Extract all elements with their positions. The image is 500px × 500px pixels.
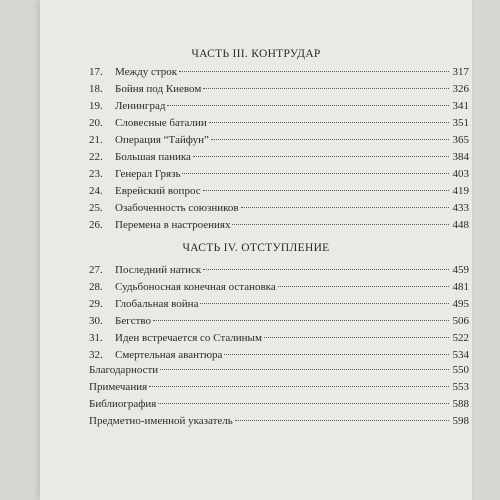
- dot-leader: [193, 156, 449, 157]
- entry-number: 26.: [89, 219, 103, 231]
- dot-leader: [179, 71, 449, 72]
- toc-entry: [89, 149, 469, 166]
- entry-number: 29.: [89, 298, 103, 310]
- entry-number: 17.: [89, 66, 103, 78]
- dot-leader: [153, 320, 449, 321]
- entry-page: 588: [452, 398, 469, 410]
- entry-title: Предметно-именной указатель: [89, 415, 233, 427]
- entry-page: 419: [452, 185, 469, 197]
- toc-entry: [89, 296, 469, 313]
- entry-title: Между строк: [115, 66, 178, 78]
- entry-title: Операция “Тайфун”: [115, 134, 209, 146]
- entry-number: 18.: [89, 83, 103, 95]
- book-page: [40, 0, 472, 500]
- toc-entry: [89, 262, 469, 279]
- entry-page: 534: [452, 349, 469, 361]
- dot-leader: [203, 269, 449, 270]
- toc-entry: [89, 98, 469, 115]
- entry-page: 365: [452, 134, 469, 146]
- dot-leader: [200, 303, 449, 304]
- backmatter-toc: [89, 362, 469, 430]
- dot-leader: [232, 224, 449, 225]
- part4-heading: ЧАСТЬ IV. ОТСТУПЛЕНИЕ: [182, 242, 330, 254]
- toc-entry: [89, 313, 469, 330]
- dot-leader: [224, 354, 449, 355]
- entry-page: 341: [452, 100, 469, 112]
- dot-leader: [203, 88, 449, 89]
- entry-page: 403: [452, 168, 469, 180]
- entry-title: Глобальная война: [115, 298, 199, 310]
- toc-entry: [89, 362, 469, 379]
- entry-title: Иден встречается со Сталиным: [115, 332, 262, 344]
- entry-title: Бегство: [115, 315, 152, 327]
- entry-page: 522: [452, 332, 469, 344]
- toc-entry: [89, 379, 469, 396]
- toc-entry: [89, 279, 469, 296]
- toc-entry: [89, 132, 469, 149]
- entry-title: Словесные баталии: [115, 117, 207, 129]
- entry-number: 31.: [89, 332, 103, 344]
- entry-page: 433: [452, 202, 469, 214]
- entry-page: 448: [452, 219, 469, 231]
- entry-title: Еврейский вопрос: [115, 185, 201, 197]
- entry-number: 24.: [89, 185, 103, 197]
- entry-title: Судьбоносная конечная остановка: [115, 281, 276, 293]
- part3-toc: [89, 64, 469, 234]
- toc-entry: [89, 396, 469, 413]
- entry-title: Бойня под Киевом: [115, 83, 202, 95]
- entry-title: Ленинград: [115, 100, 166, 112]
- entry-page: 506: [452, 315, 469, 327]
- toc-entry: [89, 166, 469, 183]
- dot-leader: [203, 190, 449, 191]
- entry-title: Озабоченность союзников: [115, 202, 239, 214]
- entry-number: 20.: [89, 117, 103, 129]
- entry-title: Смертельная авантюра: [115, 349, 223, 361]
- entry-title: Большая паника: [115, 151, 191, 163]
- entry-title: Перемена в настроениях: [115, 219, 231, 231]
- dot-leader: [235, 420, 449, 421]
- entry-number: 19.: [89, 100, 103, 112]
- entry-page: 598: [452, 415, 469, 427]
- entry-title: Библиография: [89, 398, 157, 410]
- entry-page: 384: [452, 151, 469, 163]
- entry-page: 550: [452, 364, 469, 376]
- entry-page: 495: [452, 298, 469, 310]
- entry-number: 28.: [89, 281, 103, 293]
- entry-page: 317: [452, 66, 469, 78]
- dot-leader: [264, 337, 449, 338]
- entry-number: 23.: [89, 168, 103, 180]
- toc-entry: [89, 64, 469, 81]
- dot-leader: [182, 173, 449, 174]
- dot-leader: [241, 207, 449, 208]
- toc-entry: [89, 81, 469, 98]
- entry-number: 32.: [89, 349, 103, 361]
- dot-leader: [211, 139, 449, 140]
- dot-leader: [278, 286, 449, 287]
- toc-entry: [89, 413, 469, 430]
- toc-entry: [89, 200, 469, 217]
- entry-page: 459: [452, 264, 469, 276]
- part4-toc: [89, 262, 469, 364]
- entry-number: 27.: [89, 264, 103, 276]
- toc-entry: [89, 115, 469, 132]
- entry-title: Благодарности: [89, 364, 159, 376]
- entry-title: Последний натиск: [115, 264, 202, 276]
- part3-heading: ЧАСТЬ III. КОНТРУДАР: [191, 48, 321, 60]
- toc-entry: [89, 183, 469, 200]
- entry-title: Генерал Грязь: [115, 168, 181, 180]
- entry-page: 351: [452, 117, 469, 129]
- entry-number: 30.: [89, 315, 103, 327]
- entry-page: 481: [452, 281, 469, 293]
- entry-number: 22.: [89, 151, 103, 163]
- dot-leader: [158, 403, 449, 404]
- dot-leader: [167, 105, 449, 106]
- entry-page: 553: [452, 381, 469, 393]
- entry-number: 25.: [89, 202, 103, 214]
- entry-number: 21.: [89, 134, 103, 146]
- toc-entry: [89, 330, 469, 347]
- dot-leader: [209, 122, 449, 123]
- toc-entry: [89, 217, 469, 234]
- dot-leader: [160, 369, 449, 370]
- dot-leader: [149, 386, 449, 387]
- entry-page: 326: [452, 83, 469, 95]
- entry-title: Примечания: [89, 381, 148, 393]
